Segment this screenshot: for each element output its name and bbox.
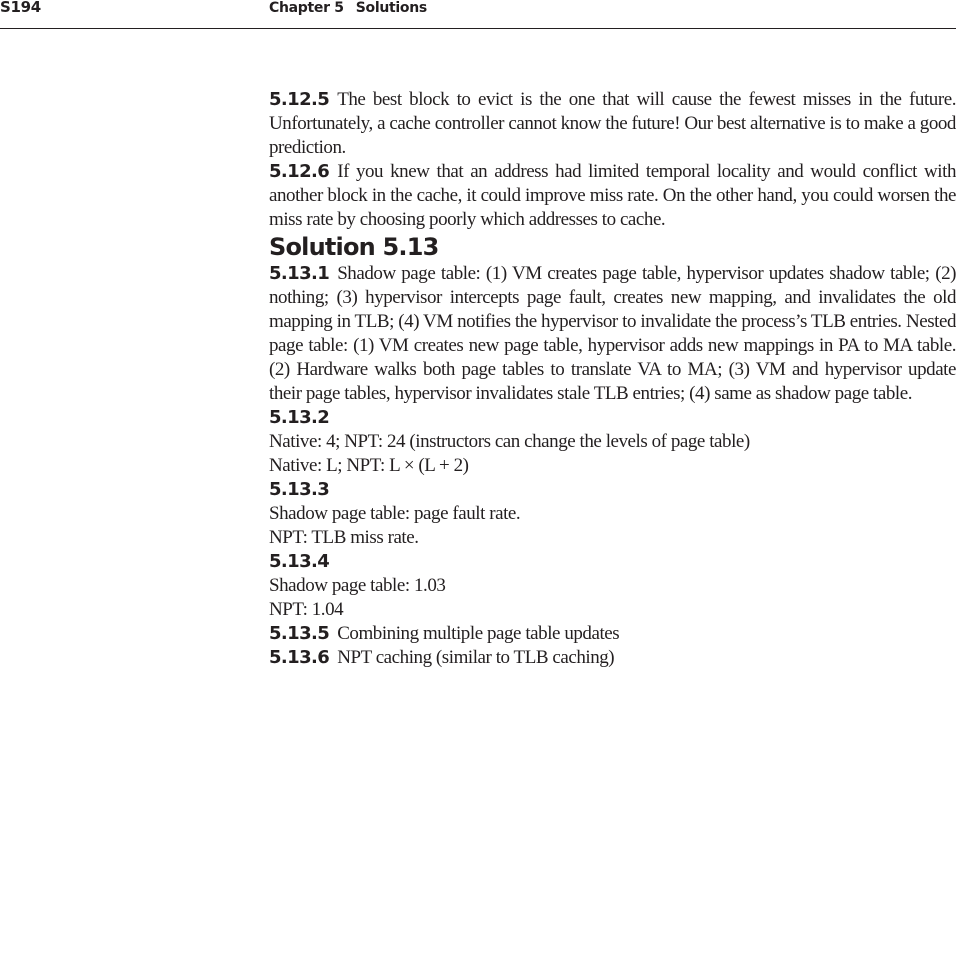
exercise-label: 5.13.5 [269,623,330,644]
paragraph-5-13-6 [269,646,956,670]
running-title [269,0,427,16]
paragraph-5-13-5 [269,622,956,646]
solution-heading: Solution 5.13 [269,233,439,261]
section-label: Solutions [355,0,427,16]
answer-line: NPT: TLB miss rate. [269,527,419,548]
answer-line: Shadow page table: 1.03 [269,575,446,596]
exercise-heading-5-13-3: 5.13.3 [269,479,330,500]
paragraph-text: The best block to evict is the one that will cause the fewest misses in the future. Unfortunately, a cache controller cannot know the future! Our best alternative is to make a good prediction. [269,89,956,158]
paragraph-text: If you knew that an address had limited temporal locality and would conflict with another block in the cache, it could improve miss rate. On the other hand, you could worsen the miss rate by choosing poorly which addresses to cache. [269,161,956,230]
paragraph-text: NPT caching (similar to TLB caching) [337,647,615,668]
exercise-label: 5.13.1 [269,263,330,284]
exercise-label: 5.12.5 [269,89,330,110]
page-number: S194 [0,0,41,16]
exercise-label: 5.13.6 [269,647,330,668]
paragraph-5-12-5 [269,88,956,160]
answer-line: NPT: 1.04 [269,599,344,620]
exercise-heading-5-13-2: 5.13.2 [269,407,330,428]
paragraph-5-12-6 [269,160,956,232]
answer-line: Native: L; NPT: L × (L + 2) [269,455,469,476]
page-body [269,88,956,670]
answer-line: Shadow page table: page fault rate. [269,503,521,524]
paragraph-5-13-1 [269,262,956,406]
exercise-heading-5-13-4: 5.13.4 [269,551,330,572]
paragraph-text: Combining multiple page table updates [337,623,620,644]
paragraph-text: Shadow page table: (1) VM creates page table, hypervisor updates shadow table; (2) nothing; (3) hypervisor intercepts page fault, creates new mapping, and invalidates the old mapping in TLB; (4) VM notifies the hypervisor to invalidate the process’s TLB entries. Nested page table: (1) VM creates new page table, hypervisor adds new mappings in PA to MA table. (2) Hardware walks both page tables to translate VA to MA; (3) VM and hypervisor update their page tables, hypervisor invalidates stale TLB entries; (4) same as shadow page table. [269,263,956,404]
running-header [0,0,956,29]
chapter-label: Chapter 5 [269,0,344,16]
answer-line: Native: 4; NPT: 24 (instructors can change the levels of page table) [269,431,750,452]
exercise-label: 5.12.6 [269,161,330,182]
